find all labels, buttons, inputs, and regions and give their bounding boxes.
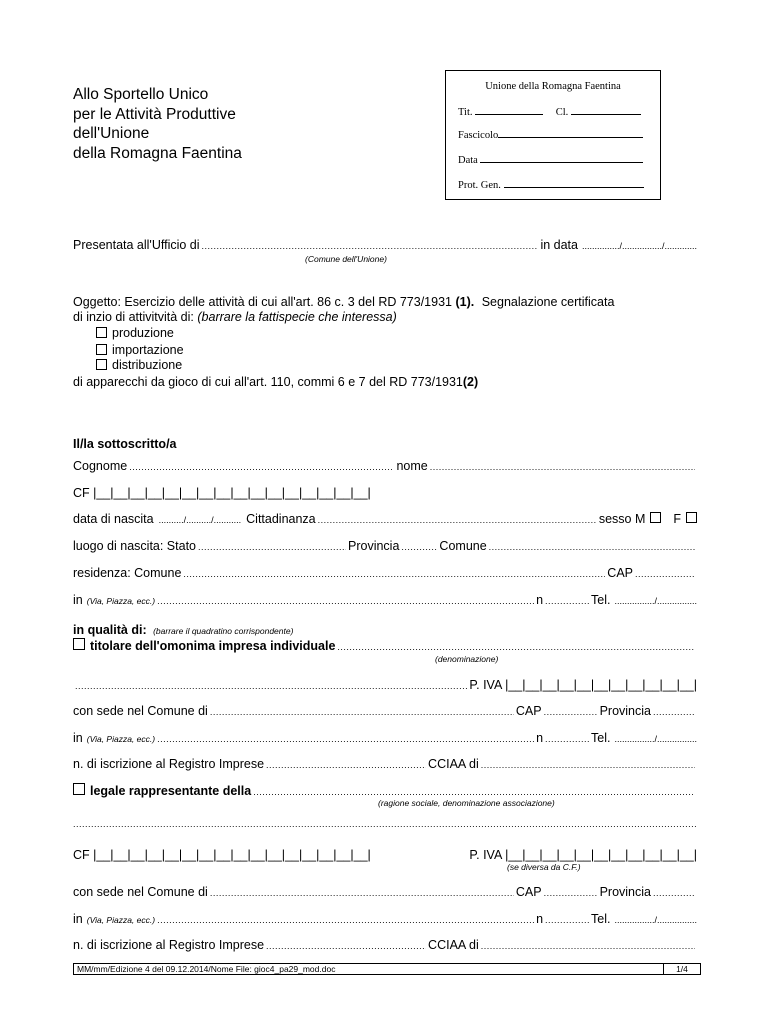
cognome-row <box>73 459 697 473</box>
stamp-prot-row <box>458 178 644 191</box>
sede-indirizzo-row <box>73 731 697 745</box>
titolare-label: titolare dell'omonima impresa individuale <box>90 639 336 653</box>
indirizzo-row <box>73 593 697 607</box>
n-field[interactable] <box>545 596 589 606</box>
societa-tel-label: Tel. <box>591 912 611 926</box>
legale-checkbox[interactable] <box>73 783 85 795</box>
sede-tel-field[interactable]: ................/................ <box>614 734 697 744</box>
residenza-row <box>73 566 697 580</box>
societa-via-field[interactable] <box>157 915 534 925</box>
protocol-stamp-box <box>445 70 661 200</box>
stamp-data-label: Data <box>458 155 478 166</box>
tel-field[interactable]: ................/................ <box>614 596 697 606</box>
oggetto-line1 <box>73 295 697 309</box>
sede-in-label: in <box>73 731 83 745</box>
in-data-label: in data <box>540 238 578 252</box>
sede-tel-label: Tel. <box>591 731 611 745</box>
societa-registro-field[interactable] <box>266 941 426 951</box>
cciaa-label: CCIAA di <box>428 757 479 771</box>
cf-field[interactable]: CF |__|__|__|__|__|__|__|__|__|__|__|__|__|__|__|__| <box>73 486 371 500</box>
data-nascita-label: data di nascita <box>73 512 154 526</box>
titolare-denominazione-field[interactable] <box>337 642 695 652</box>
societa-sede-comune-field[interactable] <box>210 888 514 898</box>
in-hint: (Via, Piazza, ecc.) <box>86 596 156 606</box>
footer-file-info: MM/mm/Edizione 4 del 09.12.2014/Nome File: gioc4_pa29_mod.doc <box>77 964 336 974</box>
residenza-label: residenza: Comune <box>73 566 182 580</box>
registro-field[interactable] <box>266 760 426 770</box>
sede-comune-field[interactable] <box>210 707 514 717</box>
stamp-tit-field[interactable] <box>475 105 543 115</box>
stamp-tit-label: Tit. <box>458 107 473 118</box>
via-field[interactable] <box>157 596 534 606</box>
societa-provincia-field[interactable] <box>653 888 695 898</box>
stamp-fascicolo-row <box>458 128 643 141</box>
societa-cciaa-label: CCIAA di <box>428 938 479 952</box>
tel-label: Tel. <box>591 593 611 607</box>
sede-row <box>73 704 697 718</box>
denominazione-sublabel: (denominazione) <box>435 654 499 664</box>
address-line: per le Attività Produttive <box>73 105 236 123</box>
n-label: n <box>536 593 544 607</box>
societa-cap-label: CAP <box>515 885 542 899</box>
sede-label: con sede nel Comune di <box>73 704 208 718</box>
societa-sede-row <box>73 885 697 899</box>
sede-in-hint: (Via, Piazza, ecc.) <box>86 734 156 744</box>
registro-row <box>73 757 697 771</box>
oggetto-line2-hint: (barrare la fattispecie che interessa) <box>197 310 397 324</box>
sesso-f-checkbox[interactable] <box>686 512 697 523</box>
sede-via-field[interactable] <box>157 734 534 744</box>
sesso-m-checkbox[interactable] <box>650 512 661 523</box>
stamp-tit-row <box>458 105 641 118</box>
option-label: importazione <box>112 343 184 357</box>
sede-cap-field[interactable] <box>544 707 598 717</box>
option-produzione[interactable] <box>96 326 174 340</box>
stamp-title: Unione della Romagna Faentina <box>485 81 621 92</box>
societa-tel-field[interactable]: ................/................ <box>614 915 697 925</box>
address-line: della Romagna Faentina <box>73 144 242 162</box>
page-number: 1/4 <box>663 964 700 974</box>
legale-row[interactable] <box>73 783 697 798</box>
titolare-checkbox[interactable] <box>73 638 85 650</box>
cittadinanza-label: Cittadinanza <box>246 512 316 526</box>
qualita-hint: (barrare il quadratino corrispondente) <box>153 626 294 636</box>
residenza-field[interactable] <box>183 569 605 579</box>
oggetto-suffix: Segnalazione certificata <box>481 295 615 309</box>
checkbox[interactable] <box>96 327 107 338</box>
comune-field[interactable] <box>489 542 695 552</box>
ragione-continuation-field[interactable] <box>73 819 697 829</box>
oggetto-ref-1: (1). <box>455 295 475 309</box>
stamp-prot-field[interactable] <box>504 178 644 188</box>
sede-provincia-field[interactable] <box>653 707 695 717</box>
recipient-address <box>73 85 242 163</box>
societa-in-label: in <box>73 912 83 926</box>
societa-n-label: n <box>536 912 544 926</box>
comune-label: Comune <box>439 539 487 553</box>
nome-label: nome <box>396 459 428 473</box>
cap-field[interactable] <box>635 569 695 579</box>
option-distribuzione[interactable] <box>96 358 182 372</box>
cittadinanza-field[interactable] <box>318 515 597 525</box>
qualita-heading-row <box>73 623 697 637</box>
oggetto-ref-2: (2) <box>462 375 479 389</box>
sede-cap-label: CAP <box>515 704 542 718</box>
ragione-continuation-row <box>73 819 697 829</box>
societa-cap-field[interactable] <box>544 888 598 898</box>
oggetto-line2 <box>73 310 697 324</box>
data-nascita-field[interactable]: ........../........../........... <box>158 515 242 525</box>
societa-indirizzo-row <box>73 912 697 926</box>
sottoscritto-heading: Il/la sottoscritto/a <box>73 437 177 451</box>
societa-provincia-label: Provincia <box>599 885 651 899</box>
provincia-field[interactable] <box>401 542 437 552</box>
cognome-label: Cognome <box>73 459 128 473</box>
cap-label: CAP <box>607 566 633 580</box>
stamp-fascicolo-label: Fascicolo <box>458 130 499 141</box>
checkbox[interactable] <box>96 359 107 370</box>
checkbox[interactable] <box>96 344 107 355</box>
ragione-sociale-field[interactable] <box>253 787 695 797</box>
societa-n-field[interactable] <box>545 915 589 925</box>
address-line: Allo Sportello Unico <box>73 86 209 103</box>
stamp-cl-label: Cl. <box>555 107 569 118</box>
piva-row <box>73 678 697 692</box>
stamp-fascicolo-field[interactable] <box>498 128 643 138</box>
sede-n-label: n <box>536 731 544 745</box>
option-label: distribuzione <box>112 358 183 372</box>
sede-n-field[interactable] <box>545 734 589 744</box>
sesso-label: sesso M <box>598 512 646 526</box>
presentata-label: Presentata all'Ufficio di <box>73 238 200 252</box>
oggetto-line2-text: di inzio di attivitvità di: <box>73 310 194 324</box>
sesso-f-label: F <box>673 512 681 526</box>
denominazione-continuation-field[interactable] <box>75 681 467 691</box>
societa-registro-row <box>73 938 697 952</box>
societa-cciaa-field[interactable] <box>481 941 695 951</box>
registro-label: n. di iscrizione al Registro Imprese <box>73 757 265 771</box>
page-footer <box>73 963 701 975</box>
luogo-row <box>73 539 697 553</box>
comune-sublabel: (Comune dell'Unione) <box>305 254 387 264</box>
stamp-prot-label: Prot. Gen. <box>458 180 501 191</box>
piva-field[interactable]: P. IVA |__|__|__|__|__|__|__|__|__|__|__| <box>469 678 697 692</box>
titolare-row[interactable] <box>73 638 697 653</box>
option-importazione[interactable] <box>96 343 184 357</box>
oggetto-final-text: di apparecchi da gioco di cui all'art. 110, commi 6 e 7 del RD 773/1931 <box>73 375 463 389</box>
oggetto-text: Oggetto: Esercizio delle attività di cui all'art. 86 c. 3 del RD 773/1931 <box>73 295 452 309</box>
data-nascita-row <box>73 512 697 526</box>
presentata-row <box>73 238 697 252</box>
societa-registro-label: n. di iscrizione al Registro Imprese <box>73 938 265 952</box>
societa-in-hint: (Via, Piazza, ecc.) <box>86 915 156 925</box>
societa-piva-field[interactable]: P. IVA |__|__|__|__|__|__|__|__|__|__|__| <box>469 848 697 862</box>
legale-label: legale rappresentante della <box>90 784 252 798</box>
cognome-field[interactable] <box>129 462 394 472</box>
sede-provincia-label: Provincia <box>599 704 651 718</box>
societa-cf-field[interactable]: CF |__|__|__|__|__|__|__|__|__|__|__|__|__|__|__|__| <box>73 848 371 862</box>
stato-field[interactable] <box>198 542 346 552</box>
option-label: produzione <box>112 326 174 340</box>
address-line: dell'Unione <box>73 125 150 142</box>
ragione-sublabel: (ragione sociale, denominazione associazione) <box>378 798 555 808</box>
provincia-label: Provincia <box>348 539 400 553</box>
nome-field[interactable] <box>430 462 695 472</box>
qualita-heading: in qualità di: <box>73 623 147 637</box>
cf-piva-row <box>73 848 697 862</box>
in-label: in <box>73 593 83 607</box>
stamp-data-row <box>458 153 643 166</box>
societa-sede-label: con sede nel Comune di <box>73 885 208 899</box>
ufficio-field[interactable] <box>202 241 539 251</box>
se-diversa-sublabel: (se diversa da C.F.) <box>507 862 581 872</box>
stamp-cl-field[interactable] <box>571 105 641 115</box>
oggetto-final-line <box>73 375 697 389</box>
stamp-data-field[interactable] <box>480 153 643 163</box>
date-field[interactable]: .............../................/............. <box>581 241 697 251</box>
cciaa-field[interactable] <box>481 760 695 770</box>
stato-label: luogo di nascita: Stato <box>73 539 196 553</box>
